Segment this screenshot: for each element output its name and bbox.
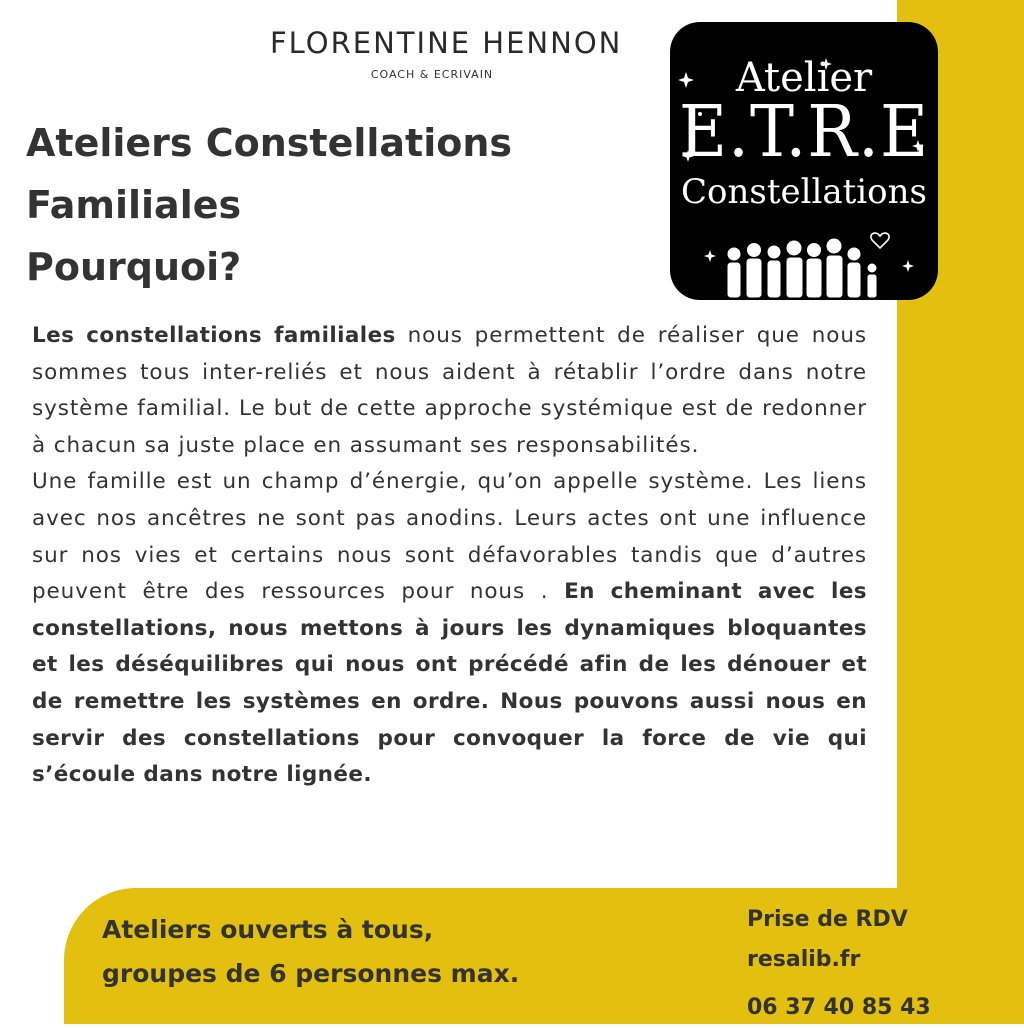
body-paragraph [32,318,867,794]
booking-info [747,900,931,1028]
booking-website[interactable]: resalib.fr [747,947,861,972]
booking-phone[interactable]: 06 37 40 85 43 [747,995,931,1020]
body-bold-intro: Les constellations familiales [32,323,396,348]
title-line-3: Pourquoi? [26,245,242,289]
title-line-2: Familiales [26,183,242,227]
body-bold-conclusion: En cheminant avec les constellations, nous mettons à jours les dynamiques bloquantes et les déséquilibres qui nous ont précédé afin de les dénouer et de remettre les systèmes en ordre. Nous pouvons aussi nous en servir des constellations pour convoquer la force de vie qui s’écoule dans notre lignée. [32,579,868,788]
logo-text-etre: E.T.R.E [678,89,930,174]
author-subtitle: COACH & ECRIVAIN [370,68,494,81]
workshop-info-line-2: groupes de 6 personnes max. [102,959,520,988]
page-title [26,112,646,298]
heart-icon [871,233,889,248]
workshop-info-line-1: Ateliers ouverts à tous, [102,915,434,944]
family-group-icon [727,238,877,298]
body-text-2: Une famille est un champ d’énergie, qu’on appelle système. Les liens avec nos ancêtres ne sont pas anodins. Leurs actes ont une influence sur nos vies et certains nous sont défavorables tandis que d’autres peuvent être des ressources pour nous . [32,469,867,605]
workshop-info [102,908,519,996]
atelier-etre-logo [670,22,938,300]
logo-text-atelier: Atelier [735,55,873,101]
body-text-1: nous permettent de réaliser que nous sommes tous inter-reliés et nous aident à rétablir l’ordre dans notre système familial. Le but de cette approche systémique est de redonner à chacun sa juste place en assumant ses responsabilités. [32,323,867,458]
logo-text-constellations: Constellations [681,172,927,212]
booking-label: Prise de RDV [747,907,908,932]
title-line-1: Ateliers Constellations [26,121,513,165]
author-name: FLORENTINE HENNON [270,26,623,60]
